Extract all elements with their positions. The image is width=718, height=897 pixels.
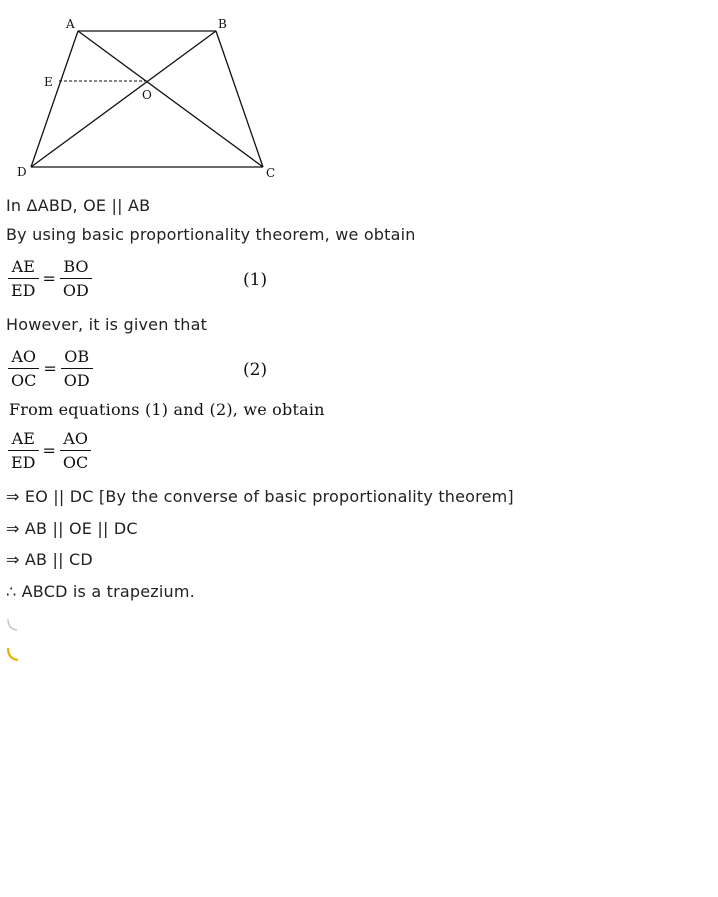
diagonal-bd — [31, 31, 216, 167]
equation-1 — [8, 258, 92, 300]
text-eo-parallel-dc: ⇒ EO || DC [By the converse of basic proportionality theorem] — [6, 487, 514, 506]
equation-2-number: (2) — [243, 360, 268, 380]
yellow-arc-icon — [4, 645, 24, 665]
fraction-ao-oc — [60, 430, 91, 472]
equals-sign: = — [42, 441, 56, 460]
numerator: AO — [63, 429, 88, 448]
label-b: B — [218, 17, 227, 31]
label-c: C — [266, 166, 276, 180]
numerator: BO — [63, 257, 89, 276]
side-bc — [216, 31, 263, 167]
trapezium-diagram — [0, 0, 300, 190]
numerator: AE — [11, 257, 35, 276]
fraction-ae-ed — [8, 430, 39, 472]
equals-sign: = — [42, 269, 56, 288]
fraction-ao-oc — [8, 348, 39, 390]
denominator: OC — [8, 368, 39, 390]
text-bpt-obtain: By using basic proportionality theorem, we obtain — [6, 225, 416, 244]
label-d: D — [17, 165, 27, 179]
numerator: AO — [11, 347, 37, 366]
faint-arc-icon — [4, 616, 24, 636]
denominator: ED — [8, 278, 39, 300]
fraction-bo-od — [60, 258, 92, 300]
text-in-triangle-abd: In ΔABD, OE || AB — [6, 196, 151, 215]
label-e: E — [44, 75, 53, 89]
equation-2 — [8, 348, 93, 390]
diagonal-ac — [78, 31, 263, 167]
equals-sign: = — [43, 359, 57, 378]
text-conclusion: ∴ ABCD is a trapezium. — [6, 582, 195, 601]
denominator: OD — [61, 368, 93, 390]
label-a: A — [66, 17, 75, 31]
text-from-equations: From equations (1) and (2), we obtain — [9, 400, 325, 419]
numerator: OB — [64, 347, 90, 366]
numerator: AE — [11, 429, 35, 448]
label-o: O — [142, 88, 152, 102]
text-however-given: However, it is given that — [6, 315, 208, 334]
denominator: OD — [60, 278, 92, 300]
side-da — [31, 31, 78, 167]
fraction-ob-od — [61, 348, 93, 390]
equation-3 — [8, 430, 91, 472]
denominator: ED — [8, 450, 39, 472]
fraction-ae-ed — [8, 258, 39, 300]
equation-1-number: (1) — [243, 270, 268, 290]
text-ab-cd: ⇒ AB || CD — [6, 550, 93, 569]
text-ab-oe-dc: ⇒ AB || OE || DC — [6, 519, 138, 538]
denominator: OC — [60, 450, 91, 472]
